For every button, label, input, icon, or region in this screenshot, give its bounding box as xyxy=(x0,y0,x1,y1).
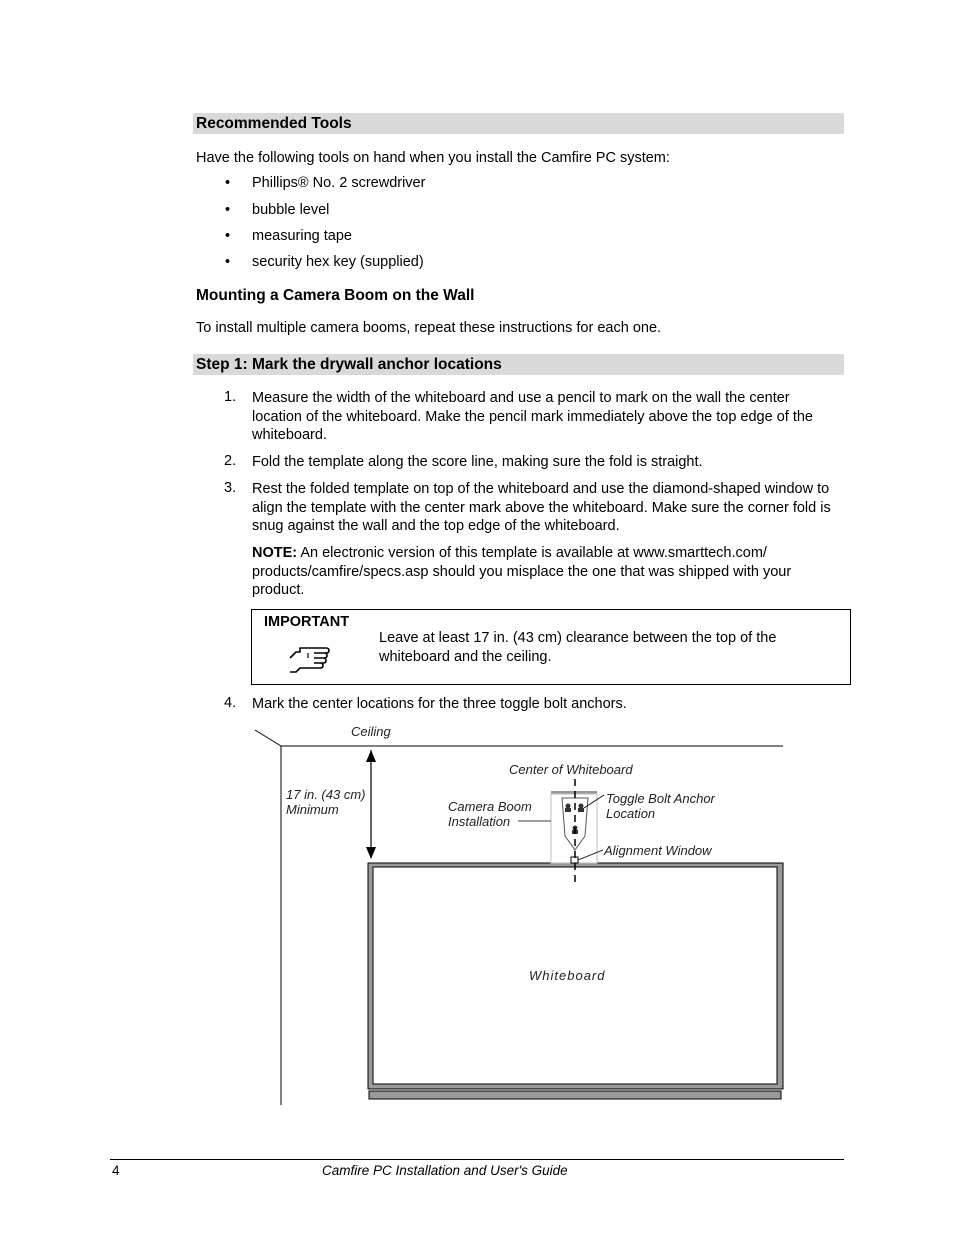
bullet-icon: • xyxy=(225,254,231,270)
step-number: 4. xyxy=(224,695,237,711)
tool-item: Phillips® No. 2 screwdriver xyxy=(252,175,426,191)
important-text: Leave at least 17 in. (43 cm) clearance between the top of the whiteboard and the ceiling. xyxy=(379,630,777,665)
tool-item: security hex key (supplied) xyxy=(252,254,424,270)
camera-boom-label: Camera Boom Installation xyxy=(448,799,532,829)
mounting-intro: To install multiple camera booms, repeat these instructions for each one. xyxy=(196,320,662,336)
arrow-down-icon xyxy=(366,847,376,859)
tool-item: measuring tape xyxy=(252,228,352,244)
step-text: Mark the center locations for the three toggle bolt anchors. xyxy=(252,696,627,712)
step-number: 2. xyxy=(224,453,237,469)
step-number: 1. xyxy=(224,389,237,405)
note-label: NOTE: xyxy=(252,545,298,561)
center-label: Center of Whiteboard xyxy=(509,762,633,777)
whiteboard-tray xyxy=(369,1091,781,1099)
footer-rule xyxy=(110,1159,844,1160)
note-text: An electronic version of this template is available at www.smarttech.com/ products/camfire/specs.asp should you misplace the one that was shipped with your product. xyxy=(252,545,792,599)
ceiling-corner-line xyxy=(255,730,281,746)
important-label: IMPORTANT xyxy=(264,614,350,630)
bullet-icon: • xyxy=(225,175,231,191)
ceiling-label: Ceiling xyxy=(351,724,391,739)
tool-item: bubble level xyxy=(252,202,330,218)
step-number: 3. xyxy=(224,480,237,496)
page-number: 4 xyxy=(112,1163,120,1178)
bullet-icon: • xyxy=(225,202,231,218)
recommended-tools-heading: Recommended Tools xyxy=(196,115,352,132)
step-text: Fold the template along the score line, making sure the fold is straight. xyxy=(252,454,703,470)
step1-heading: Step 1: Mark the drywall anchor locations xyxy=(196,356,502,373)
arrow-up-icon xyxy=(366,750,376,762)
footer-title: Camfire PC Installation and User's Guide xyxy=(322,1163,568,1178)
clearance-label: 17 in. (43 cm) Minimum xyxy=(286,787,366,817)
tools-intro: Have the following tools on hand when you install the Camfire PC system: xyxy=(196,150,670,166)
bullet-icon: • xyxy=(225,228,231,244)
whiteboard-label: Whiteboard xyxy=(529,968,606,983)
alignment-label: Alignment Window xyxy=(604,843,712,858)
step-text: Rest the folded template on top of the whiteboard and use the diamond-shaped window to align the template with the center mark above the whiteboard. Make sure the corner fold is snug against the wall and the top edge of the whiteboard. xyxy=(252,481,831,535)
step-text: Measure the width of the whiteboard and use a pencil to mark on the wall the center location of the whiteboard. Make the pencil mark immediately above the top edge of the whiteboard. xyxy=(252,390,813,444)
mounting-heading: Mounting a Camera Boom on the Wall xyxy=(196,287,475,304)
toggle-bolt-label: Toggle Bolt Anchor Location xyxy=(606,791,715,821)
